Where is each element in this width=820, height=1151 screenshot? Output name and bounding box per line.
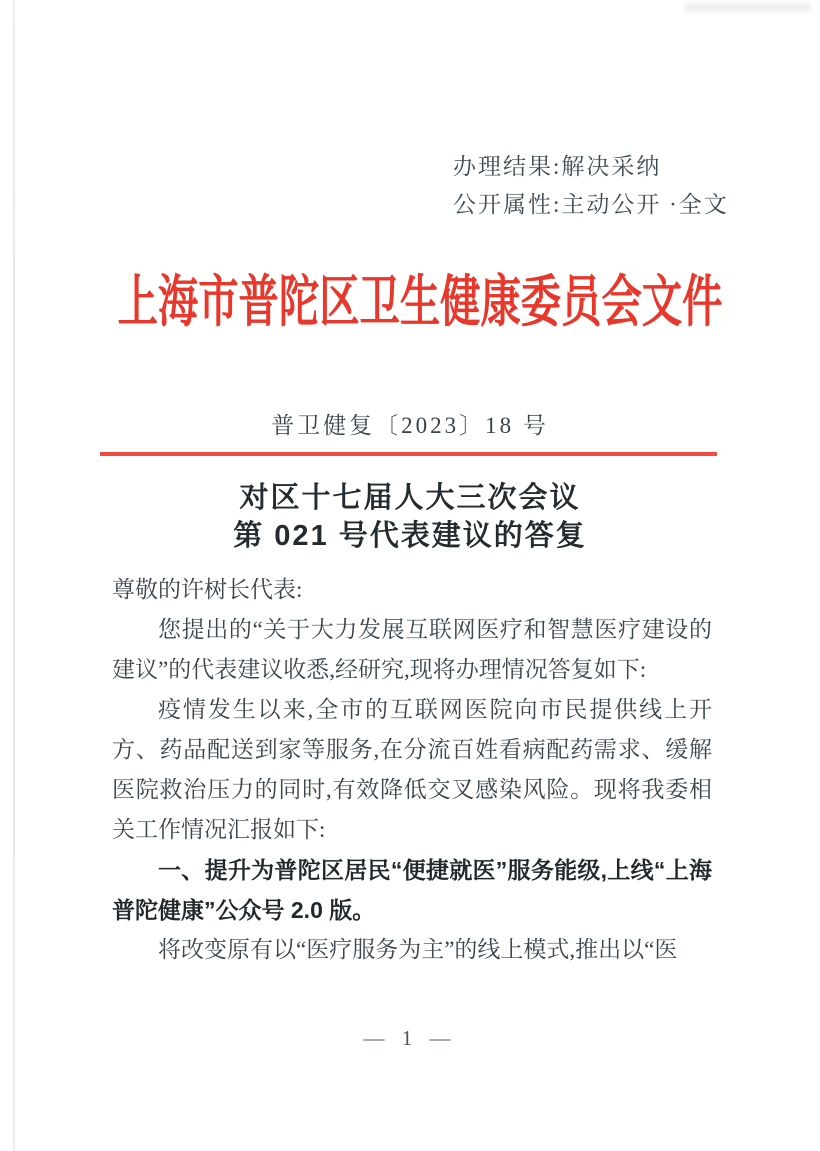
paragraph-heading: 一、提升为普陀区居民“便捷就医”服务能级,上线“上海普陀健康”公众号 2.0 版。	[112, 857, 712, 923]
meta-handling-result: 办理结果:解决采纳	[453, 154, 662, 179]
document-title	[0, 479, 820, 555]
agency-banner-title: 上海市普陀区卫生健康委员会文件	[117, 272, 723, 334]
document-title-line2: 第 021 号代表建议的答复	[233, 520, 587, 552]
document-title-line1: 对区十七届人大三次会议	[239, 482, 581, 514]
red-separator-line	[100, 452, 717, 456]
scan-edge-artifact	[13, 0, 15, 1151]
paragraph: 将改变原有以“医疗服务为主”的线上模式,推出以“医	[158, 937, 678, 962]
salutation: 尊敬的许树长代表:	[112, 577, 303, 602]
document-body	[112, 570, 712, 970]
scan-smudge-artifact	[685, 3, 810, 12]
document-number: 普卫健复〔2023〕18 号	[271, 413, 549, 438]
paragraph: 疫情发生以来,全市的互联网医院向市民提供线上开方、药品配送到家等服务,在分流百姓看病配药需求、缓解医院救治压力的同时,有效降低交叉感染风险。现将我委相关工作情况汇报如下:	[112, 697, 712, 842]
paragraph: 您提出的“关于大力发展互联网医疗和智慧医疗建设的建议”的代表建议收悉,经研究,现将办理情况答复如下:	[112, 617, 712, 682]
meta-publicity-attribute: 公开属性:主动公开 ·全文	[453, 192, 729, 217]
agency-banner	[0, 258, 820, 338]
page-number: — 1 —	[363, 1026, 457, 1050]
meta-block	[453, 148, 729, 224]
